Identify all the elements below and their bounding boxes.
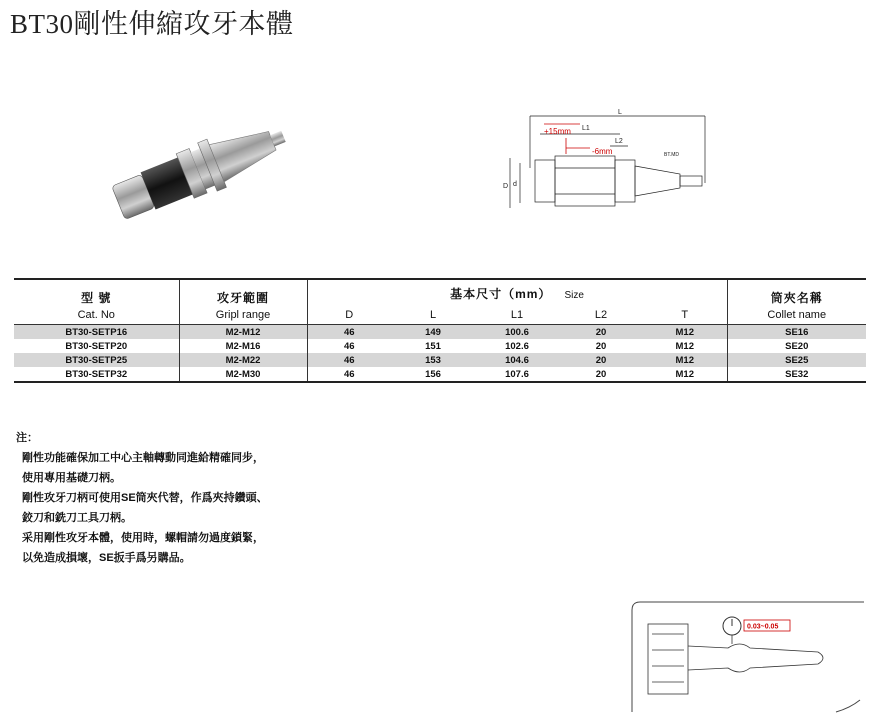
- note-line: 剛性攻牙刀柄可使用SE筒夾代替，作爲夾持鑽頭、: [22, 492, 268, 504]
- header-model-en: Cat. No: [14, 306, 179, 325]
- header-L: L: [391, 306, 475, 325]
- plus-travel-label: +15mm: [544, 127, 571, 136]
- dim-d-label: d: [513, 181, 517, 188]
- header-grip-en: Gripl range: [179, 306, 307, 325]
- header-L2: L2: [559, 306, 643, 325]
- note-line: 使用專用基礎刀柄。: [22, 472, 121, 484]
- header-collet-en: Collet name: [727, 306, 866, 325]
- header-model: 型 號: [14, 279, 179, 306]
- note-line: 剛性功能確保加工中心主軸轉動同進給精確同步，: [22, 452, 264, 464]
- header-T: T: [643, 306, 727, 325]
- tolerance-label: 0.03~0.05: [747, 623, 779, 631]
- table-row: BT30-SETP25 M2-M22 46 153 104.6 20 M12 SE25: [14, 353, 866, 367]
- table-row: BT30-SETP32 M2-M30 46 156 107.6 20 M12 SE32: [14, 367, 866, 382]
- dim-D-label: D: [503, 183, 509, 190]
- note-line: 以免造成損壞，SE扳手爲另購品。: [22, 552, 191, 564]
- spec-table: [14, 278, 866, 383]
- dimension-drawing: [500, 108, 730, 218]
- header-collet: 筒夾名稱: [727, 279, 866, 306]
- table-row: BT30-SETP20 M2-M16 46 151 102.6 20 M12 SE20: [14, 339, 866, 353]
- minus-travel-label: -6mm: [592, 147, 613, 156]
- dim-L-label: L: [618, 109, 622, 116]
- table-row: BT30-SETP16 M2-M12 46 149 100.6 20 M12 SE16: [14, 325, 866, 340]
- notes-heading: 注：: [16, 432, 38, 444]
- header-D: D: [307, 306, 391, 325]
- header-L1: L1: [475, 306, 559, 325]
- product-photo: [100, 110, 300, 220]
- dim-L2-label: L2: [615, 138, 623, 145]
- header-grip: 攻牙範圍: [179, 279, 307, 306]
- header-size: 基本尺寸（mm） Size: [307, 279, 727, 306]
- bt-tag: BT.MD: [664, 152, 679, 158]
- note-line: 采用剛性攻牙本體，使用時，螺帽請勿過度鎖緊，: [22, 532, 264, 544]
- page-title: BT30剛性伸縮攻牙本體: [10, 9, 294, 39]
- runout-diagram: [628, 600, 868, 718]
- notes-section: [16, 428, 268, 568]
- dim-L1-label: L1: [582, 125, 590, 132]
- note-line: 鉸刀和銑刀工具刀柄。: [22, 512, 132, 524]
